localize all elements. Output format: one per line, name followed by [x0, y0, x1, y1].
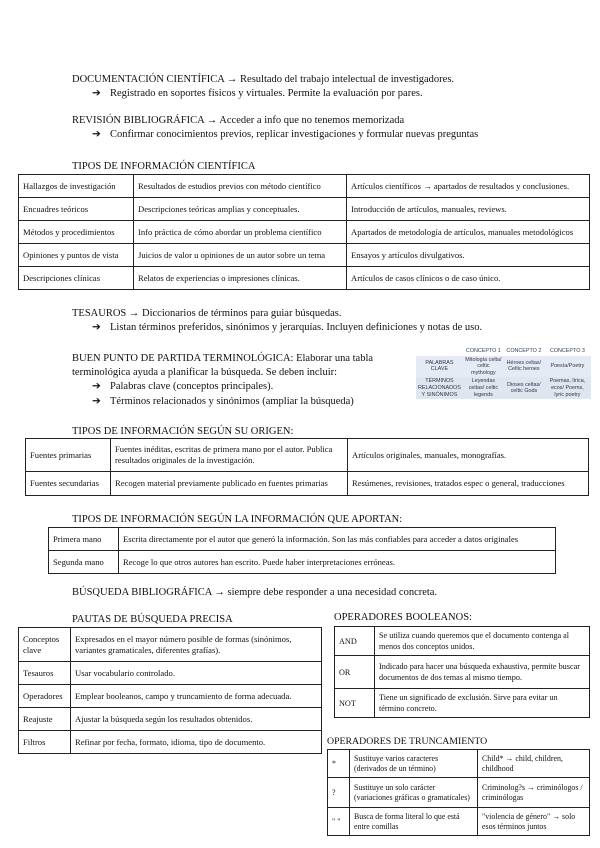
tesauros-bullet: ➔ Listan términos preferidos, sinónimos y jerarquías. Incluyen definiciones y notas de uso.	[92, 322, 483, 333]
table-row: Métodos y procedimientos Info práctica de cómo abordar un problema científico Apartados de metodología de artículos, manuales metodológicos	[19, 221, 590, 244]
table-row: Filtros Refinar por fecha, formato, idioma, tipo de documento.	[19, 731, 322, 754]
aportan-table	[48, 527, 556, 574]
table-row: " " Busca de forma literal lo que está entre comillas "violencia de género" → solo esos términos juntos	[328, 808, 590, 836]
buen-punto-title: BUEN PUNTO DE PARTIDA TERMINOLÓGICA	[72, 353, 291, 364]
table-row: Opiniones y puntos de vista Juicios de valor u opiniones de un autor sobre un tema Ensayos y artículos divulgativos.	[19, 244, 590, 267]
aportan-title: TIPOS DE INFORMACIÓN SEGÚN LA INFORMACIÓN QUE APORTAN:	[72, 514, 403, 525]
table-row: Descripciones clínicas Relatos de experiencias o impresiones clínicas. Artículos de casos clínicos o de caso único.	[19, 267, 590, 290]
table-row: Hallazgos de investigación Resultados de estudios previos con método científico Artículos científicos → apartados de resultados y conclusiones.	[19, 175, 590, 198]
revision-bullet: ➔ Confirmar conocimientos previos, replicar investigaciones y formular nuevas preguntas	[92, 129, 479, 140]
table-row: Segunda mano Recoge lo que otros autores han escrito. Puede haber interpretaciones erróneas.	[49, 551, 556, 574]
booleanos-title: OPERADORES BOOLEANOS:	[334, 612, 472, 623]
tesauros-text: → Diccionarios de términos para guiar búsquedas.	[128, 308, 342, 319]
table-row: CONCEPTO 1 CONCEPTO 2 CONCEPTO 3	[465, 348, 585, 354]
buen-punto-line: BUEN PUNTO DE PARTIDA TERMINOLÓGICA: Elaborar una tabla	[72, 353, 374, 364]
tesauros-line	[72, 307, 341, 321]
table-row: * Sustituye varios caracteres (derivados de un término) Child* → child, children, childhood	[328, 750, 590, 778]
table-row: AND Se utiliza cuando queremos que el documento contenga al menos dos conceptos unidos.	[335, 627, 590, 656]
busqueda-text: → siempre debe responder a una necesidad concreta.	[214, 587, 438, 598]
table-row: Encuadres teóricos Descripciones teóricas amplias y conceptuales. Introducción de artículos, manuales, reviews.	[19, 198, 590, 221]
buen-punto-bullet-1: ➔ Palabras clave (conceptos principales).	[92, 381, 274, 392]
table-row: TÉRMINOS RELACIONADOS Y SINÓNIMOS Leyendas celtas/ celtic legends Dioses celtas/ celtic Gods Poemas, lírica, ecos/ Poems, lyric poetry	[416, 377, 591, 399]
table-row: OR Indicado para hacer una búsqueda exhaustiva, permite buscar documentos de dos temas al mismo tiempo.	[335, 656, 590, 689]
origen-title: TIPOS DE INFORMACIÓN SEGÚN SU ORIGEN:	[72, 426, 294, 437]
table-row: ? Sustituye un solo carácter (variaciones gráficas o gramaticales) Criminolog?s → criminólogos / criminólogas	[328, 778, 590, 808]
tesauros-title: TESAUROS	[72, 308, 127, 319]
revision-line	[72, 114, 404, 128]
table-row: Fuentes secundarias Recogen material previamente publicado en fuentes primarias Resúmenes, revisiones, tratados espec o general, traducciones	[26, 472, 589, 496]
table-row: Operadores Emplear booleanos, campo y truncamiento de forma adecuada.	[19, 685, 322, 708]
busqueda-line	[72, 586, 437, 600]
buen-punto-bullet-2: ➔ Términos relacionados y sinónimos (ampliar la búsqueda)	[92, 396, 354, 407]
table-row: Primera mano Escrita directamente por el autor que generó la información. Son las más confiables para acceder a datos originales	[49, 528, 556, 551]
truncamiento-table	[327, 749, 590, 836]
table-row: Conceptos clave Expresados en el mayor número posible de formas (sinónimos, variantes gramaticales, diferentes grafías).	[19, 628, 322, 662]
buen-punto-line-2: terminológica ayuda a planificar la búsqueda. Se deben incluir:	[72, 367, 338, 378]
arrow-icon: ➔	[92, 88, 101, 99]
doc-cientifica-bullet: ➔ Registrado en soportes físicos y virtuales. Permite la evaluación por pares.	[92, 88, 423, 99]
pautas-table	[18, 627, 322, 754]
origen-table	[25, 438, 589, 496]
table-row: PALABRAS CLAVE Mitología celta/ celtic mythology Héroes celtas/ Celtic heroes Poesía/Poetry	[416, 356, 591, 378]
busqueda-title: BÚSQUEDA BIBLIOGRÁFICA	[72, 587, 212, 598]
arrow-icon: ➔	[92, 381, 101, 392]
table-row: NOT Tiene un significado de exclusión. Sirve para evitar un término concreto.	[335, 689, 590, 718]
arrow-icon: ➔	[92, 396, 101, 407]
tipos-title: TIPOS DE INFORMACIÓN CIENTÍFICA	[72, 161, 256, 172]
doc-cientifica-text: → Resultado del trabajo intelectual de investigadores.	[226, 74, 455, 85]
pautas-title: PAUTAS DE BÚSQUEDA PRECISA	[72, 614, 233, 625]
doc-cientifica-line	[72, 73, 454, 87]
revision-text: → Acceder a info que no tenemos memorizada	[206, 115, 405, 126]
truncamiento-title: OPERADORES DE TRUNCAMIENTO	[327, 736, 488, 747]
booleanos-table	[334, 626, 590, 718]
table-row: Reajuste Ajustar la búsqueda según los resultados obtenidos.	[19, 708, 322, 731]
doc-cientifica-title: DOCUMENTACIÓN CIENTÍFICA	[72, 74, 225, 85]
table-row: Tesauros Usar vocabulario controlado.	[19, 662, 322, 685]
terminology-example-table	[416, 347, 591, 423]
revision-title: REVISIÓN BIBLIOGRÁFICA	[72, 115, 205, 126]
table-row: Fuentes primarias Fuentes inéditas, escritas de primera mano por el autor. Publica resultados originales de la investigación. Artículos originales, manuales, monografías.	[26, 439, 589, 472]
arrow-icon: ➔	[92, 322, 101, 333]
arrow-icon: ➔	[92, 129, 101, 140]
tipos-table	[18, 174, 590, 290]
